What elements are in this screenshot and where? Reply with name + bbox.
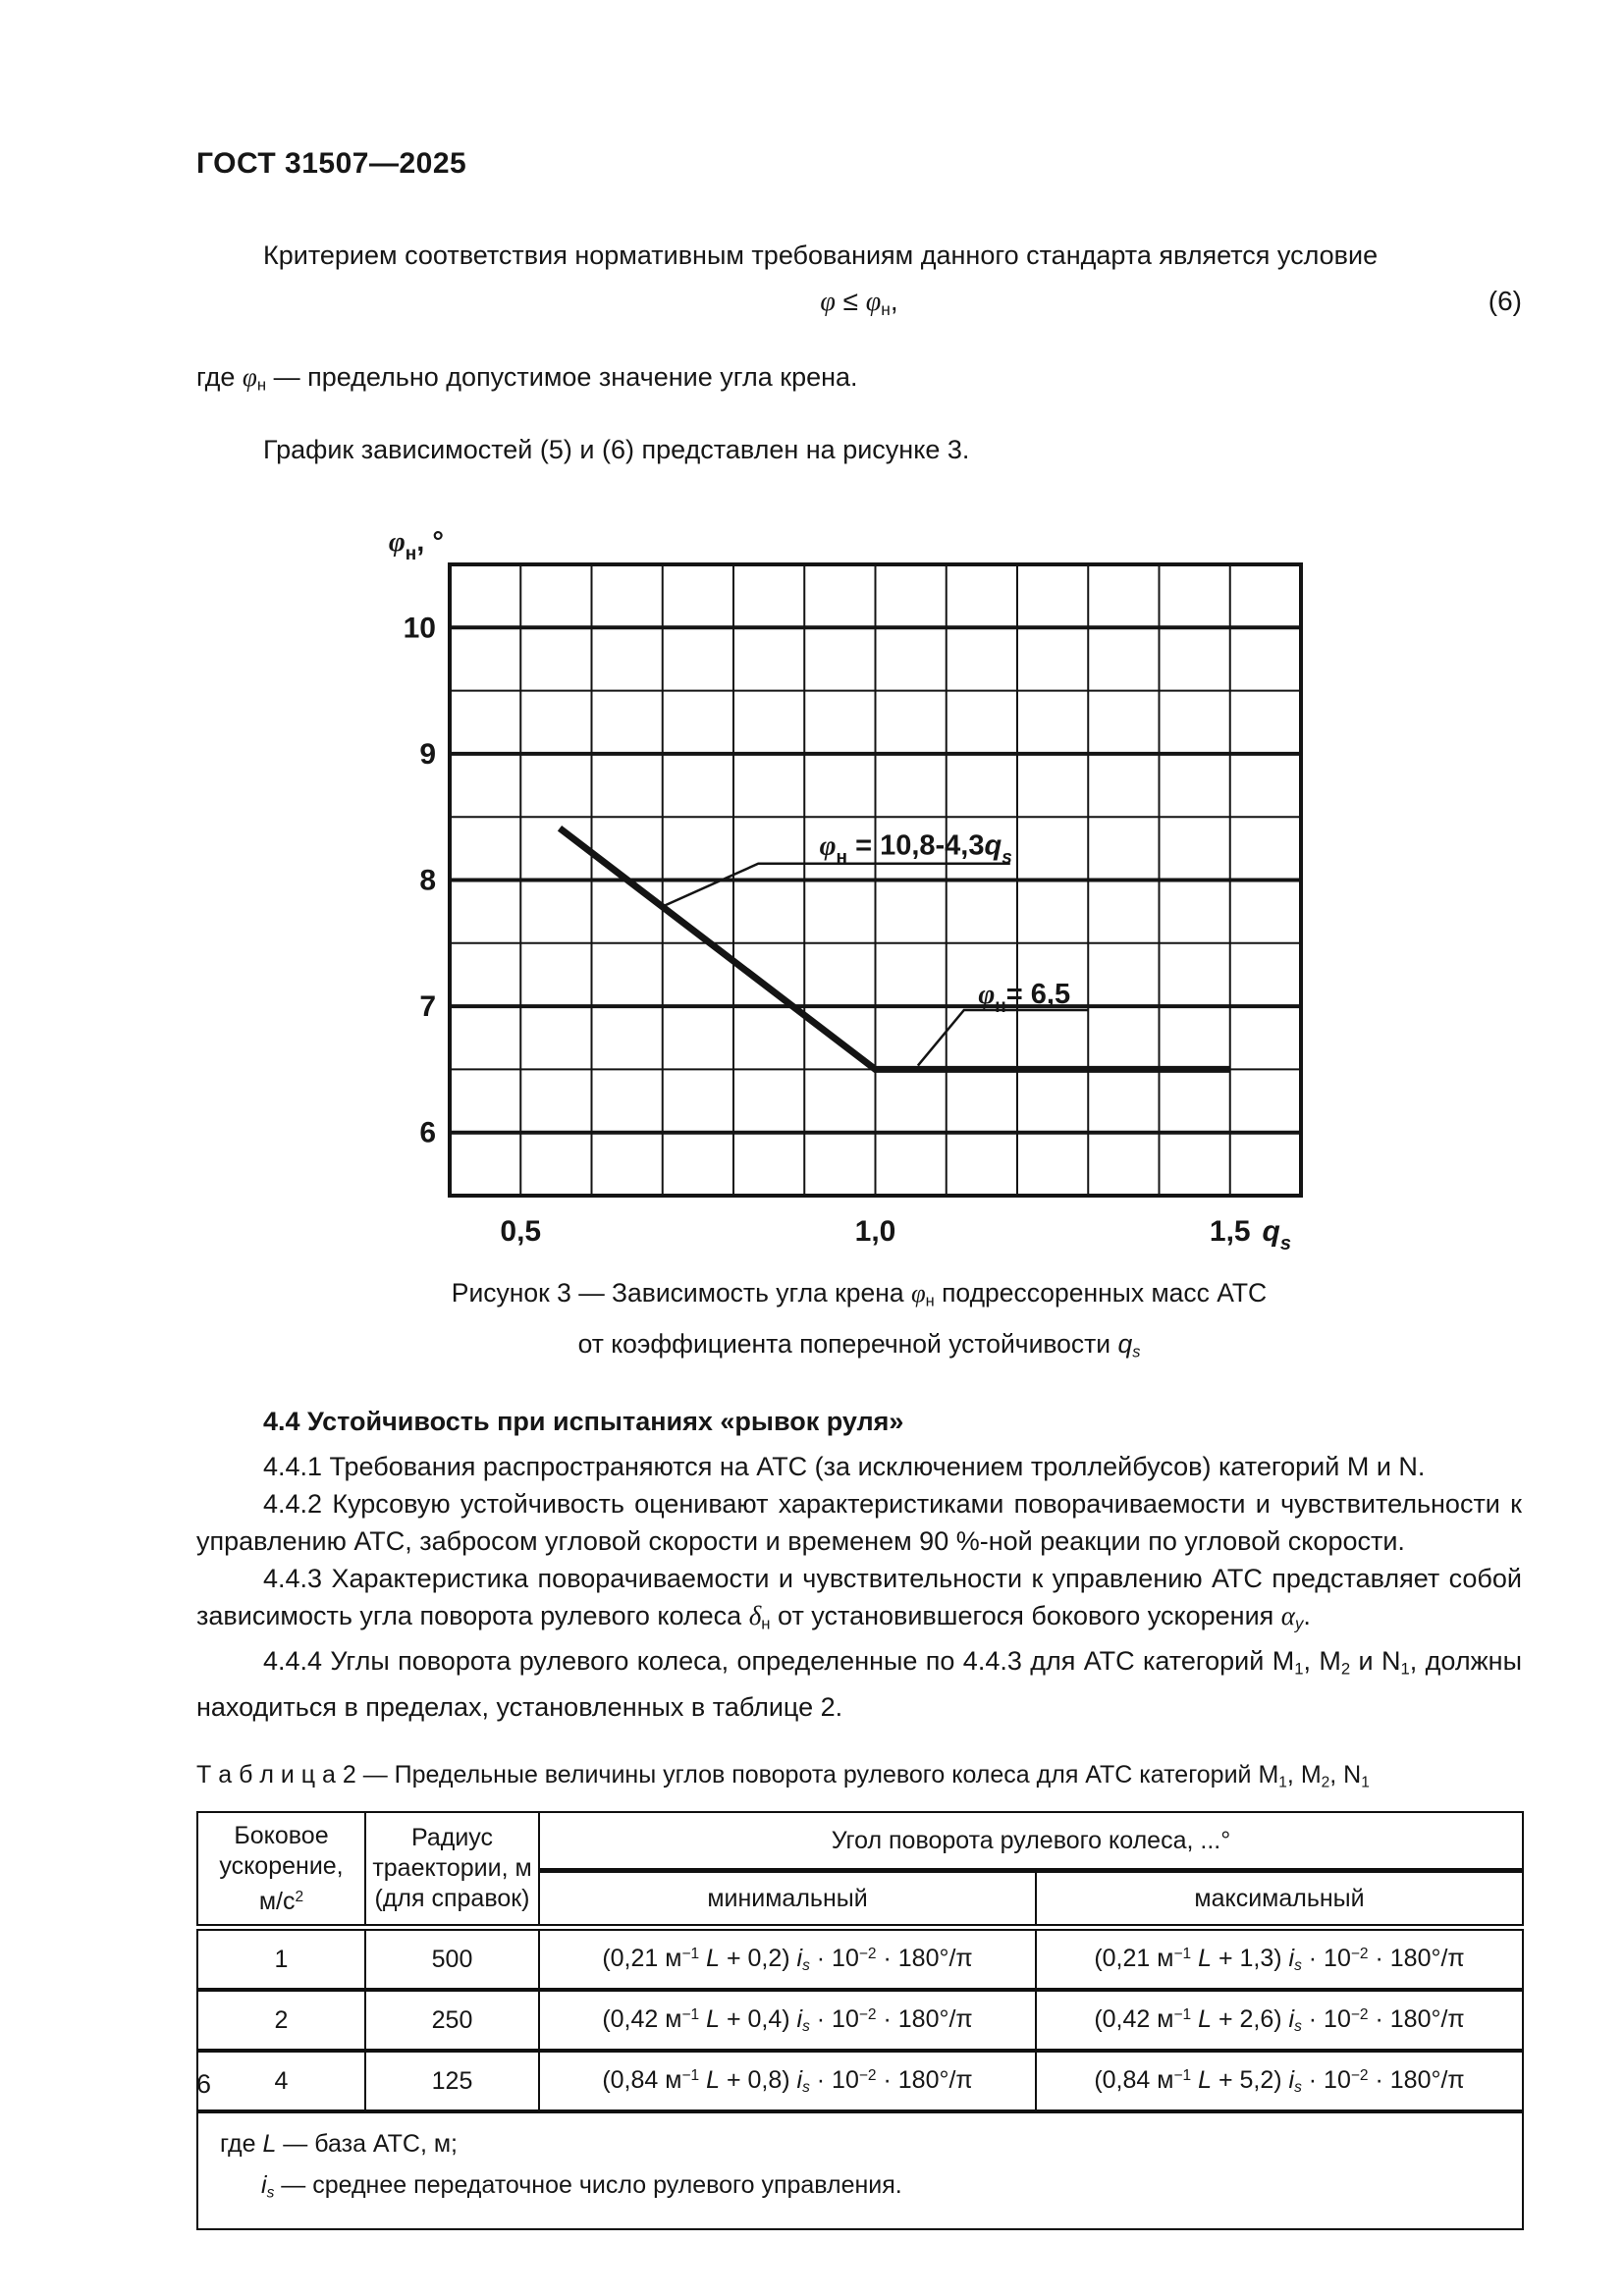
figure-caption-line1: Рисунок 3 — Зависимость угла крена φн подрессоренных масс АТС <box>451 1277 1268 1310</box>
cell-min-formula: (0,21 $м^{-1}$ L + 0,2) is · $10^{-2} \cdot 180^\circ/\pi$ <box>539 1928 1036 1991</box>
formula-expression: φ ≤ φн, <box>820 286 898 319</box>
svg-text:6: 6 <box>419 1116 436 1149</box>
header-trajectory-radius: Радиус траектории, м (для справок) <box>365 1812 539 1928</box>
table-header-row-1 <box>197 1812 1523 1871</box>
svg-text:qs: $q_s$ <box>1262 1214 1291 1255</box>
formula-number: (6) <box>1488 286 1522 316</box>
cell-accel: 2 <box>197 1990 365 2051</box>
header-maximal: максимальный <box>1036 1871 1523 1928</box>
svg-text:1,0: 1,0 <box>854 1214 896 1248</box>
table-2-caption: Т а б л и ц а 2 — Предельные величины углов поворота рулевого колеса для АТС категорий M1, M2, N1 <box>196 1761 1370 1791</box>
standard-code: ГОСТ 31507—2025 <box>196 147 467 180</box>
intro-paragraph: Критерием соответствия нормативным требованиям данного стандарта является условие <box>263 240 1379 270</box>
header-minimal: минимальный <box>539 1871 1036 1928</box>
graph-reference: График зависимостей (5) и (6) представлен на рисунке 3. <box>263 434 970 464</box>
cell-max-formula: (0,84 $м^{-1}$ L + 5,2) is · $10^{-2} \cdot 180^\circ/\pi$ <box>1036 2051 1523 2111</box>
cell-radius: 250 <box>365 1990 539 2051</box>
svg-text:9: 9 <box>419 737 436 771</box>
header-steering-angle: Угол поворота рулевого колеса, ...° <box>539 1812 1523 1871</box>
footnote-is: is — среднее передаточное число рулевого управления. <box>261 2171 902 2202</box>
chart-axis-labels <box>389 526 1291 1255</box>
svg-text:1,5: 1,5 <box>1209 1214 1251 1248</box>
paragraph-4-4-1: 4.4.1 Требования распространяются на АТС (за исключением троллейбусов) категорий M и N. <box>263 1451 1426 1481</box>
page-number: 6 <box>196 2069 212 2099</box>
figure-caption <box>196 1271 1522 1374</box>
section-4-4-heading: 4.4 Устойчивость при испытаниях «рывок руля» <box>263 1406 904 1436</box>
formula-row <box>196 283 1522 328</box>
cell-radius: 500 <box>365 1928 539 1991</box>
table-footnotes <box>197 2111 1523 2228</box>
paragraph-4-4-3: 4.4.3 Характеристика поворачиваемости и чувствительности к управлению АТС представляет собой зависимость угла поворота рулевого колеса δн от установившегося бокового ускорения αy. <box>196 1563 1522 1633</box>
where-clause: где φн — предельно допустимое значение угла крена. <box>196 361 858 395</box>
table-2 <box>196 1811 1524 2229</box>
svg-text:7: 7 <box>419 989 436 1023</box>
svg-text:8: 8 <box>419 864 436 897</box>
cell-min-formula: (0,42 $м^{-1}$ L + 0,4) is · $10^{-2} \cdot 180^\circ/\pi$ <box>539 1990 1036 2051</box>
svg-text:φн= 6,5: $\varphi_н= 6,5$ <box>978 978 1071 1017</box>
table-row <box>197 1928 1523 1991</box>
page-content <box>196 0 1522 2230</box>
paragraph-4-4-2: 4.4.2 Курсовую устойчивость оценивают характеристиками поворачиваемости и чувствительности к управлению АТС, забросом угловой скорости и временем 90 %-ной реакции по угловой скорости. <box>196 1488 1522 1556</box>
table-row <box>197 2051 1523 2111</box>
svg-text:φн = 10,8-4,3qs: $\varphi_н = 10,8-4,3q_s$ <box>819 829 1012 869</box>
svg-text:10: 10 <box>403 611 436 644</box>
svg-text:0,5: 0,5 <box>500 1214 542 1248</box>
chart-grid <box>450 564 1301 1196</box>
paragraph-4-4-4: 4.4.4 Углы поворота рулевого колеса, определенные по 4.4.3 для АТС категорий M1, M2 и N1, должны находиться в пределах, установленных в таблице 2. <box>196 1646 1522 1723</box>
figure-caption-line2: от коэффициента поперечной устойчивости qs <box>577 1329 1141 1362</box>
cell-accel: 4 <box>197 2051 365 2111</box>
cell-min-formula: (0,84 $м^{-1}$ L + 0,8) is · $10^{-2} \cdot 180^\circ/\pi$ <box>539 2051 1036 2111</box>
header-lateral-acceleration: Боковое ускорение, $м/с^2$ <box>197 1812 365 1928</box>
figure-3 <box>373 517 1375 1263</box>
table-row <box>197 1990 1523 2051</box>
cell-max-formula: (0,21 $м^{-1}$ L + 1,3) is · $10^{-2} \cdot 180^\circ/\pi$ <box>1036 1928 1523 1991</box>
cell-accel: 1 <box>197 1928 365 1991</box>
figure-3-chart <box>373 517 1375 1263</box>
footnote-L: где L — база АТС, м; <box>220 2130 458 2159</box>
svg-text:φн, °: $\varphi_н$, ° <box>388 525 444 564</box>
cell-radius: 125 <box>365 2051 539 2111</box>
cell-max-formula: (0,42 $м^{-1}$ L + 2,6) is · $10^{-2} \cdot 180^\circ/\pi$ <box>1036 1990 1523 2051</box>
table-footnote-row <box>197 2111 1523 2228</box>
